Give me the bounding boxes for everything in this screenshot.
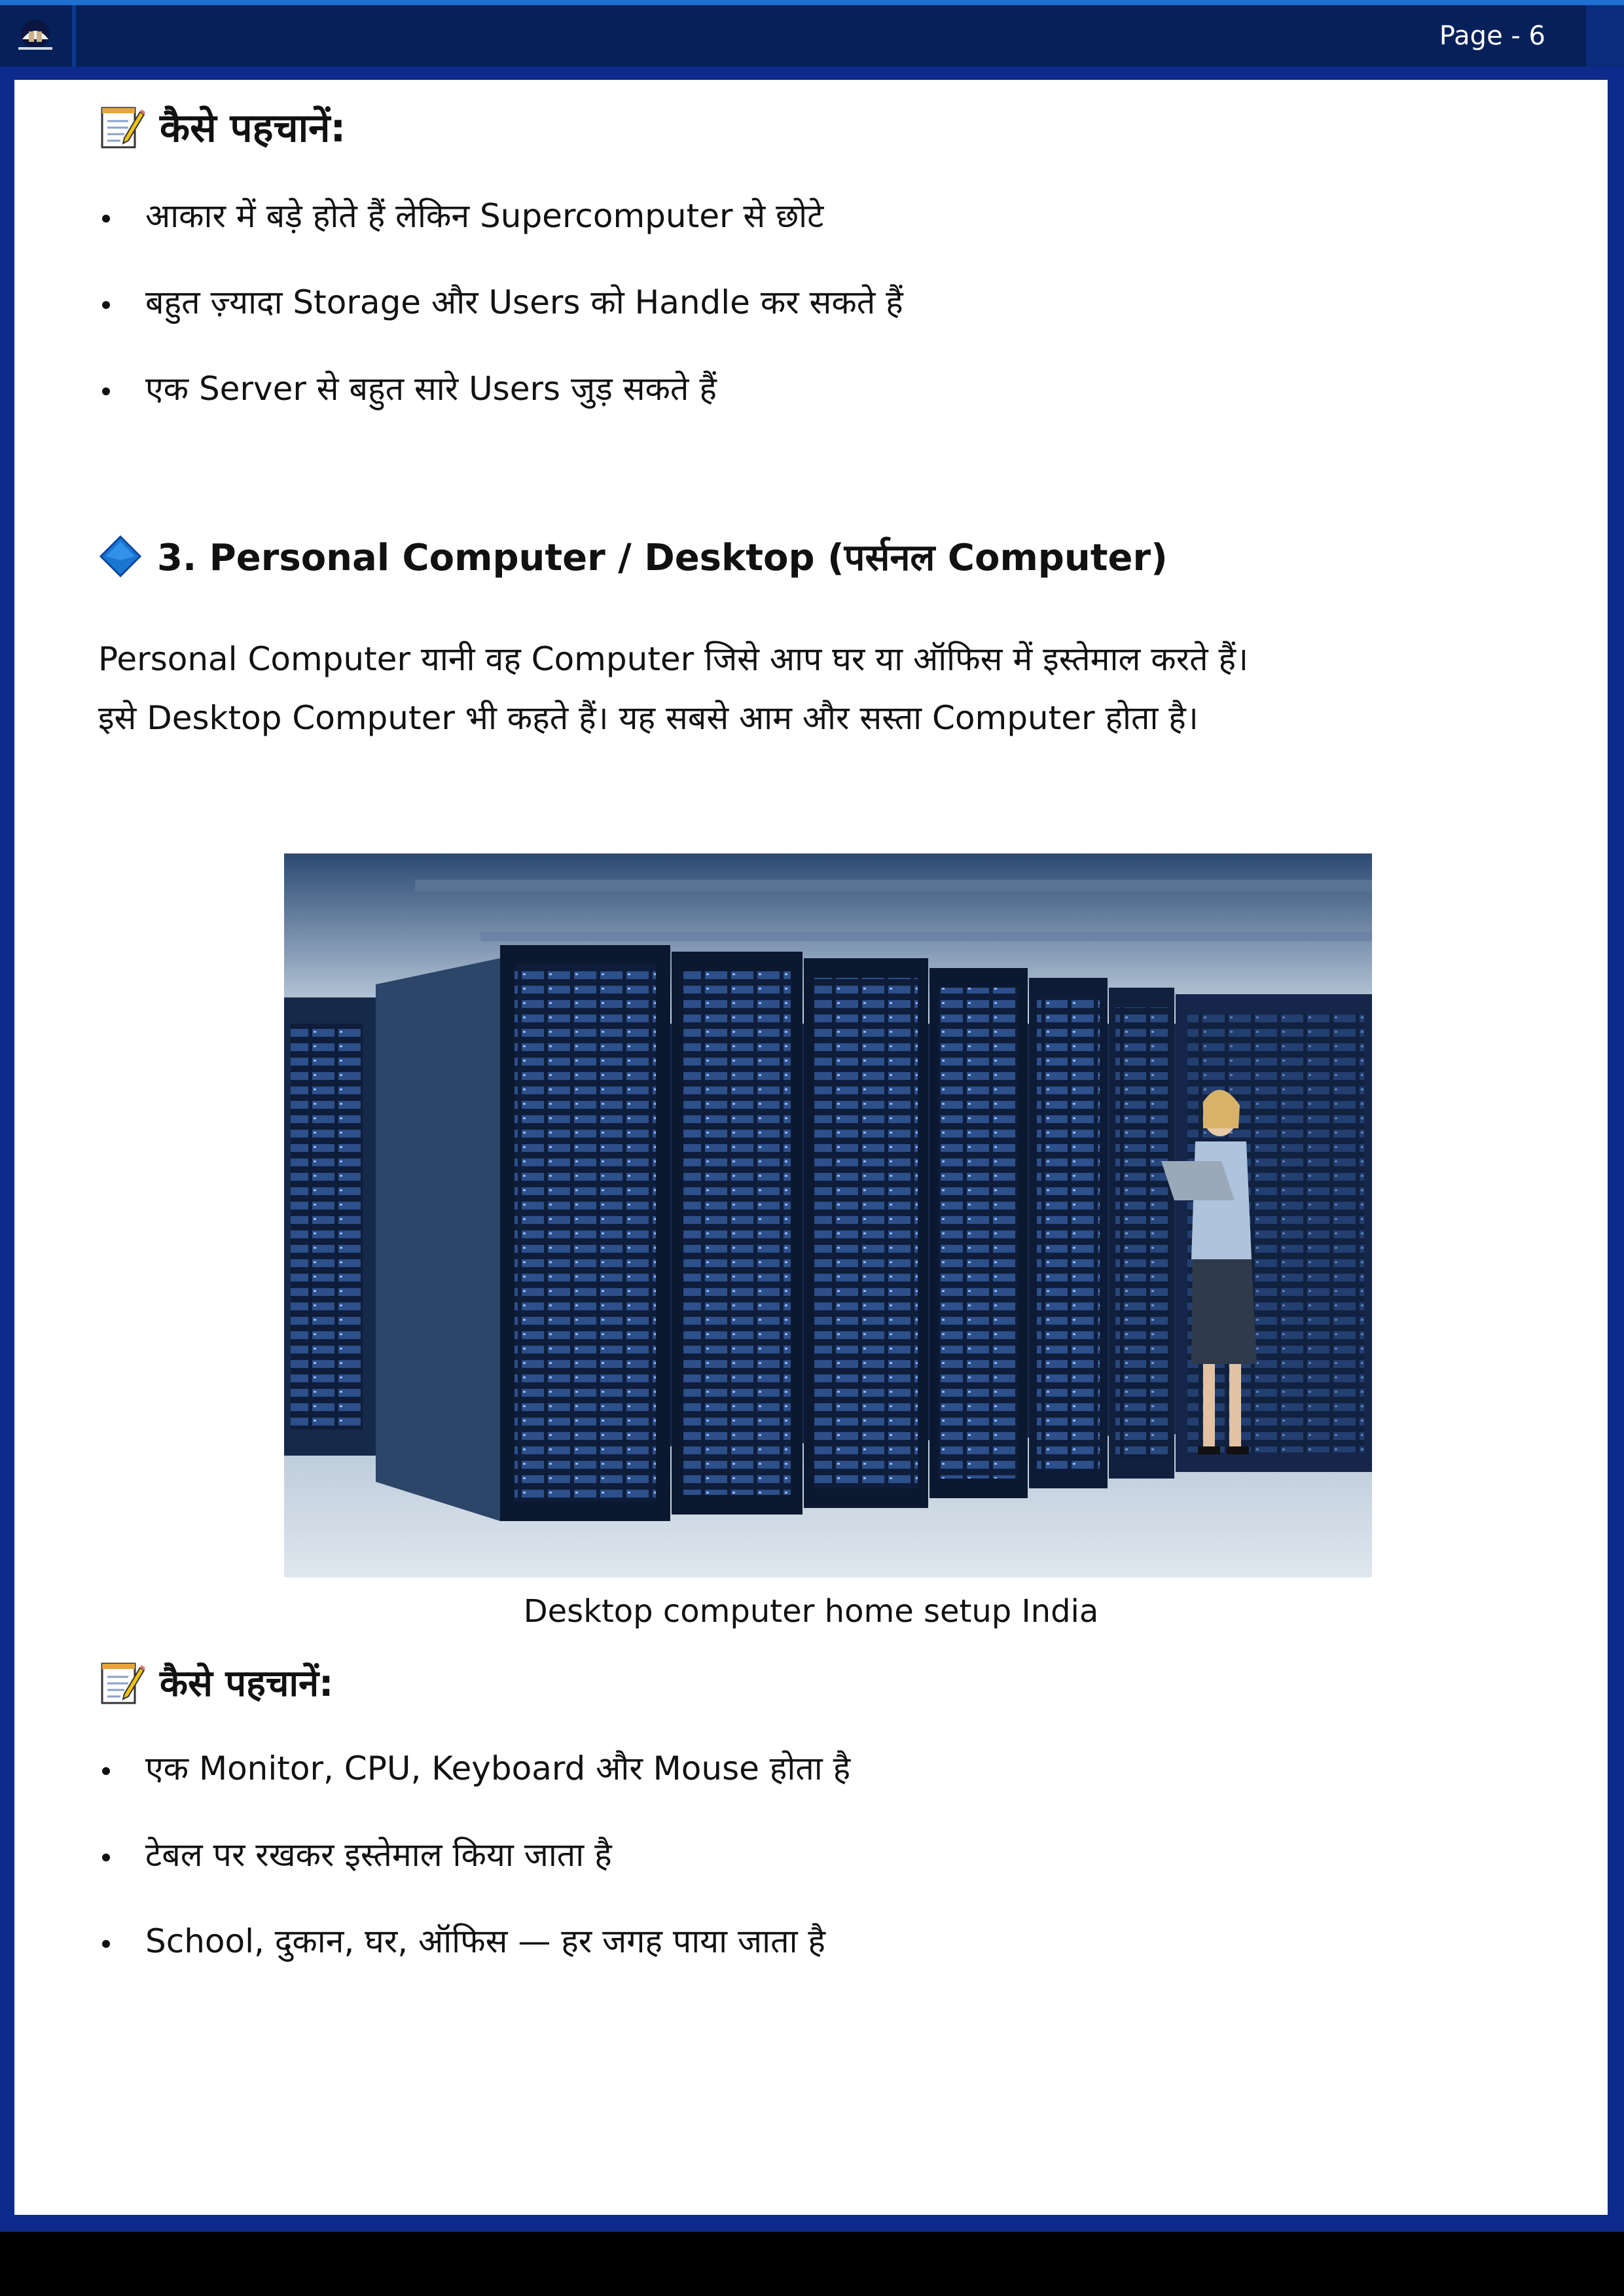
- paragraph-line: Personal Computer यानी वह Computer जिसे आप घर या ऑफिस में इस्तेमाल करते हैं।: [98, 640, 1249, 678]
- section-c-heading: [98, 1657, 333, 1707]
- section-c-bullet-list: [145, 1742, 850, 2001]
- list-item: एक Server से बहुत सारे Users जुड़ सकते हैं: [145, 363, 903, 449]
- list-item: टेबल पर रखकर इस्तेमाल किया जाता है: [145, 1829, 850, 1915]
- page: [14, 80, 1608, 2215]
- section-a-heading: [98, 99, 346, 153]
- list-item: बहुत ज़्यादा Storage और Users को Handle कर सकते हैं: [145, 276, 903, 363]
- section-a-bullet-list: [145, 190, 903, 449]
- header-separator: [72, 5, 76, 67]
- list-item: एक Monitor, CPU, Keyboard और Mouse होता है: [145, 1742, 850, 1829]
- section-b-heading: [98, 531, 1168, 581]
- header-right-edge: [1586, 5, 1624, 67]
- list-item: School, दुकान, घर, ऑफिस — हर जगह पाया जाता है: [145, 1915, 850, 2001]
- server-room-photo: [284, 853, 1372, 1577]
- section-b-heading-text: 3. Personal Computer / Desktop (पर्सनल Computer): [157, 537, 1168, 579]
- section-b-paragraph: [98, 630, 1538, 747]
- header-bar: [0, 5, 1624, 67]
- section-a-heading-text: कैसे पहचानें:: [160, 105, 346, 151]
- blue-diamond-icon: [98, 534, 143, 579]
- list-item: आकार में बड़े होते हैं लेकिन Supercomputer से छोटे: [145, 190, 903, 276]
- memo-icon: [98, 1659, 145, 1706]
- image-caption: Desktop computer home setup India: [523, 1593, 1099, 1630]
- section-c-heading-text: कैसे पहचानें:: [160, 1662, 334, 1705]
- logo-icon: [12, 17, 59, 56]
- page-number: Page - 6: [1439, 21, 1545, 51]
- memo-icon: [98, 103, 145, 150]
- paragraph-line: इसे Desktop Computer भी कहते हैं। यह सबसे आम और सस्ता Computer होता है।: [98, 699, 1199, 737]
